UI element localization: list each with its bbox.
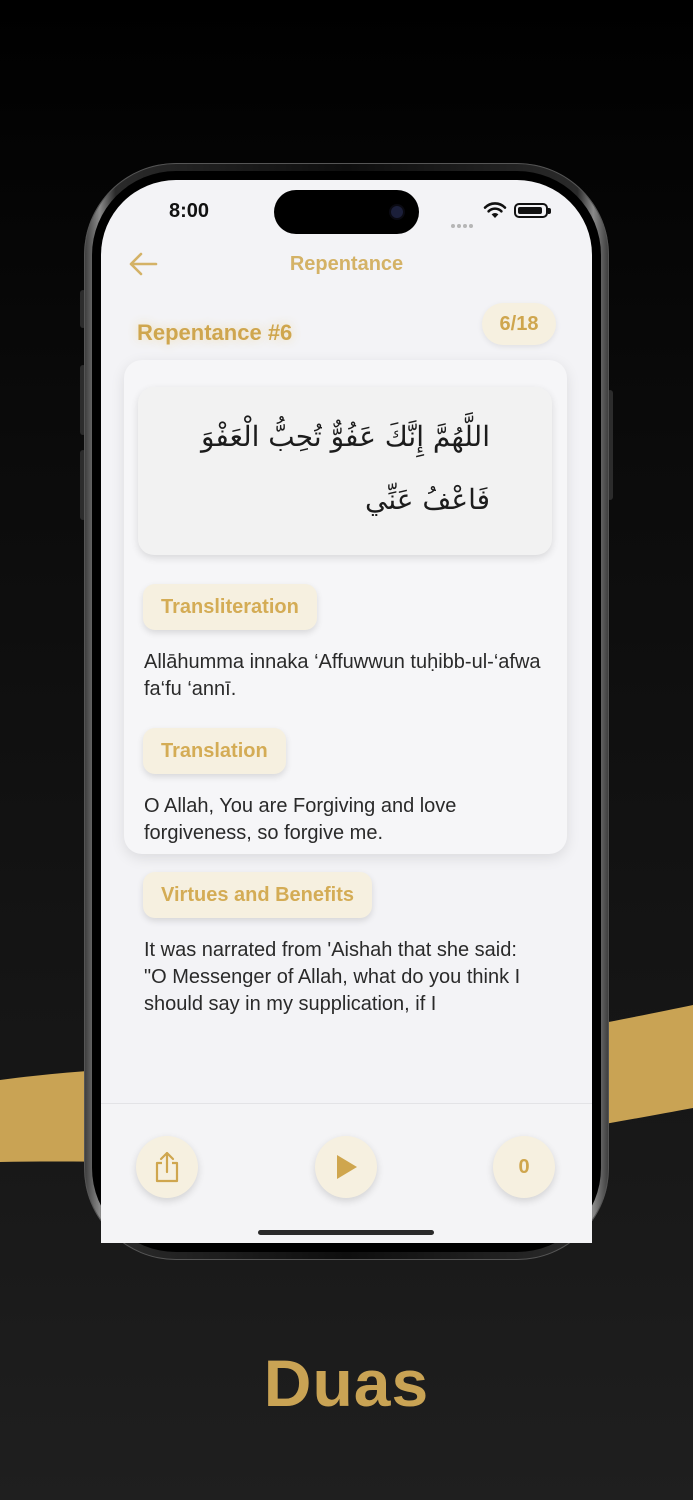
transliteration-label: Transliteration [143, 584, 317, 630]
page-title: Repentance [289, 253, 404, 275]
dua-title: Repentance #6 [137, 320, 293, 345]
virtues-label: Virtues and Benefits [143, 872, 372, 918]
dynamic-island [274, 190, 419, 234]
promo-caption: Duas [263, 1346, 430, 1420]
arabic-text-line-1: اللَّهُمَّ إِنَّكَ عَفُوٌّ تُحِبُّ الْعَفْوَ [200, 420, 490, 453]
home-indicator [258, 1230, 434, 1235]
transliteration-text: Allāhumma innaka ‘Affuwwun tuḥibb-ul-‘afwa fa‘fu ‘annī. [144, 651, 541, 700]
dua-counter-badge: 6/18 [482, 303, 556, 345]
share-icon [152, 1150, 182, 1184]
status-time: 8:00 [169, 200, 210, 222]
tasbih-counter-button[interactable]: 0 [493, 1136, 555, 1198]
signal-dots-icon [451, 215, 475, 233]
bottom-toolbar [101, 1103, 592, 1243]
virtues-text: It was narrated from 'Aishah that she said: "O Messenger of Allah, what do you think I should say in my supplication, if I [144, 939, 521, 1015]
wifi-icon [483, 201, 507, 219]
camera-icon [391, 206, 403, 218]
play-icon [332, 1152, 360, 1182]
share-button[interactable] [136, 1136, 198, 1198]
arabic-text-box [138, 387, 552, 555]
arabic-text-line-2: فَاعْفُ عَنِّي [364, 483, 490, 516]
dua-card [124, 360, 567, 1015]
play-button[interactable] [315, 1136, 377, 1198]
phone-screen [101, 180, 592, 1243]
battery-icon [514, 203, 548, 218]
translation-label: Translation [143, 728, 286, 774]
translation-text: O Allah, You are Forgiving and love forgiveness, so forgive me. [144, 795, 457, 844]
